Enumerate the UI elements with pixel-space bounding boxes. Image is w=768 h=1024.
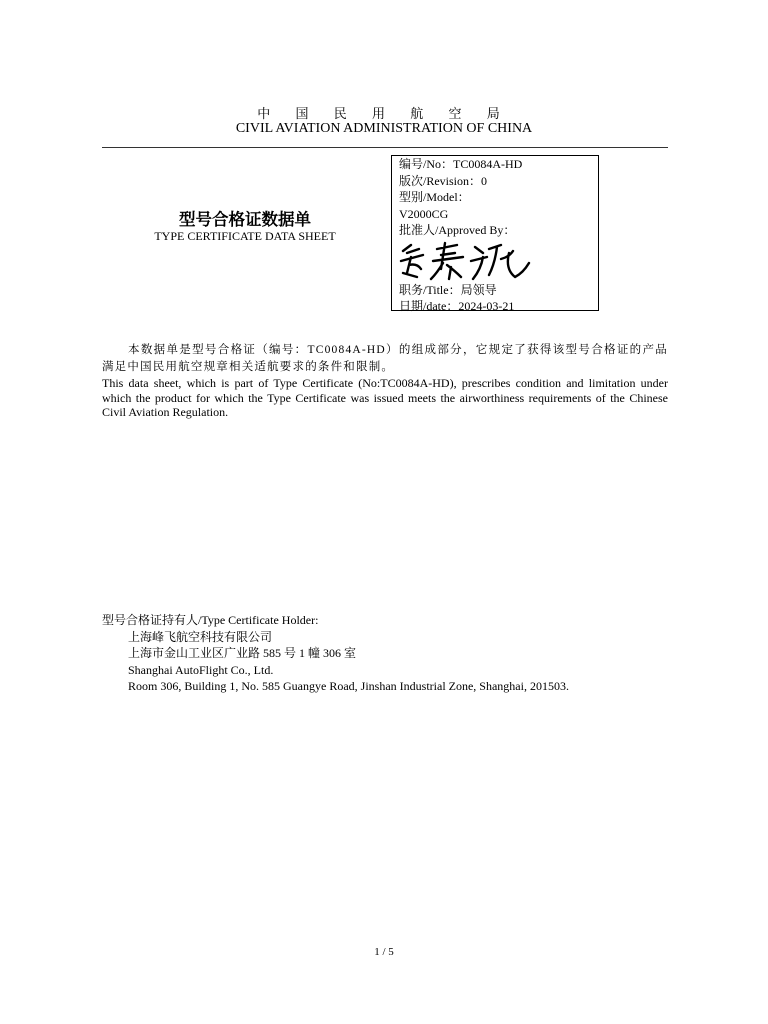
holder-address-english: Room 306, Building 1, No. 585 Guangye Road, Jinshan Industrial Zone, Shanghai, 201503. — [128, 679, 569, 693]
certificate-info-box — [391, 155, 599, 311]
certificate-holder-section — [102, 612, 569, 695]
handwritten-signature — [399, 239, 598, 282]
document-title-english: TYPE CERTIFICATE DATA SHEET — [154, 229, 336, 243]
model-value: V2000CG — [399, 206, 449, 221]
approved-by-label: 批准人/Approved By： — [399, 223, 516, 237]
holder-address-chinese: 上海市金山工业区广业路 585 号 1 幢 306 室 — [128, 646, 357, 660]
certificate-number: 编号/No：TC0084A-HD — [399, 157, 523, 171]
holder-name-english: Shanghai AutoFlight Co., Ltd. — [128, 662, 274, 677]
revision-number: 版次/Revision：0 — [399, 173, 488, 188]
approval-date: 日期/date：2024-03-21 — [399, 299, 515, 313]
page-number: 1 / 5 — [374, 946, 394, 958]
header-divider — [102, 147, 668, 148]
document-title-chinese: 型号合格证数据单 — [179, 210, 311, 229]
model-label: 型别/Model： — [399, 190, 470, 204]
intro-paragraph-chinese: 本数据单是型号合格证（编号：TC0084A-HD）的组成部分，它规定了获得该型号合格证的产品满足中国民用航空规章相关适航要求的条件和限制。 — [102, 344, 668, 373]
intro-paragraph-english: This data sheet, which is part of Type Certificate (No:TC0084A-HD), prescribes condition and limitation under which the product for which the Type Certificate was issued meets the airworthiness requirements of the Chinese Civil Aviation Regulation. — [102, 376, 668, 419]
holder-label: 型号合格证持有人/Type Certificate Holder: — [102, 613, 319, 627]
agency-name-english: CIVIL AVIATION ADMINISTRATION OF CHINA — [235, 121, 533, 136]
agency-name-chinese: 中 国 民 用 航 空 局 — [257, 106, 511, 121]
approver-title: 职务/Title：局领导 — [399, 282, 497, 297]
holder-name-chinese: 上海峰飞航空科技有限公司 — [128, 629, 273, 644]
